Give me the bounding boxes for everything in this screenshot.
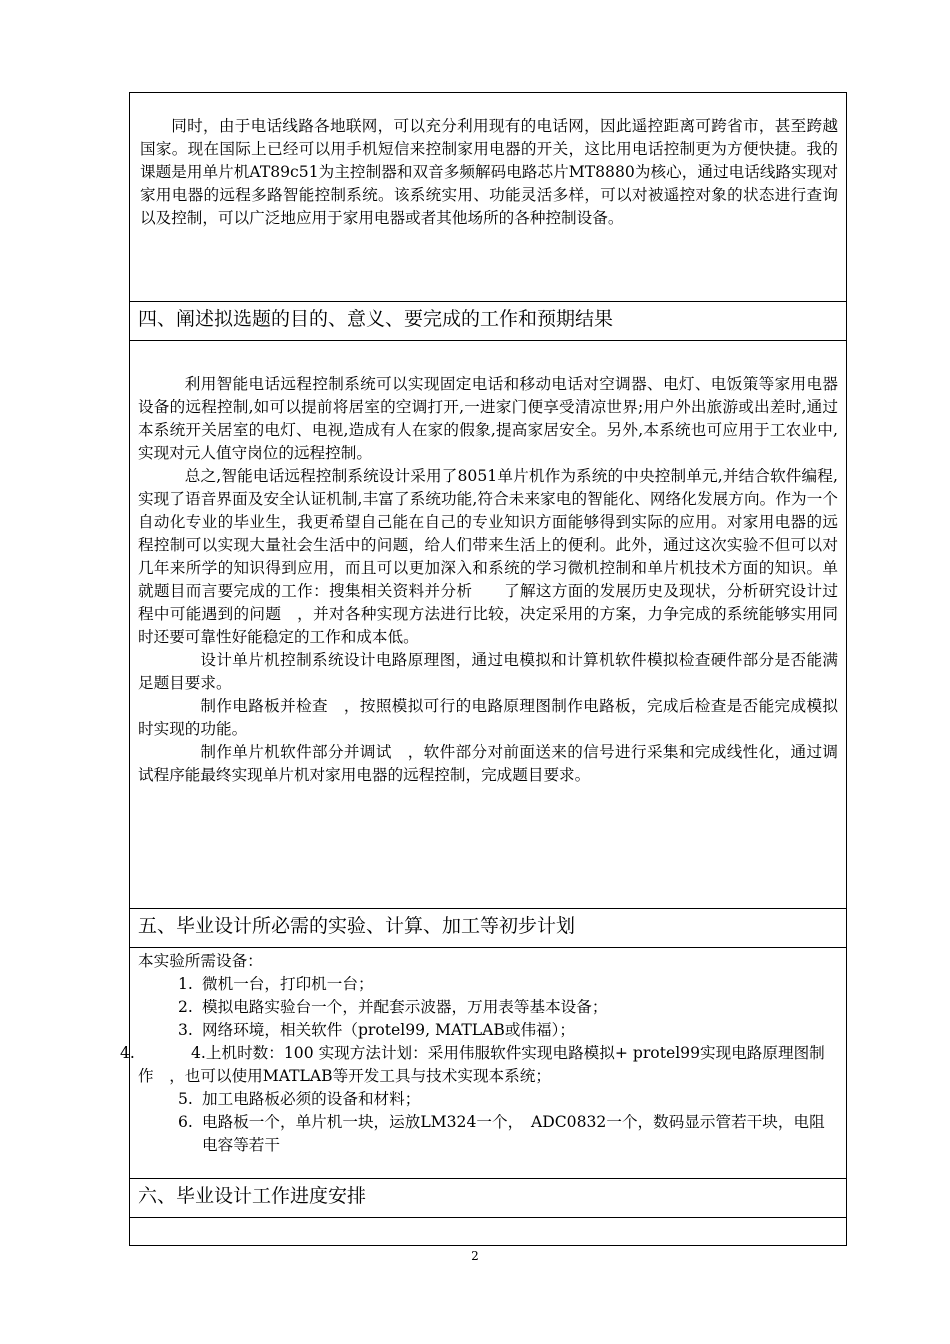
list-number: 3. [178,1021,193,1039]
section5-heading: 五、毕业设计所必需的实验、计算、加工等初步计划 [138,915,576,937]
list-item [138,973,838,996]
section4-paragraph-1: 利用智能电话远程控制系统可以实现固定电话和移动电话对空调器、电灯、电饭策等家用电器设备的远程控制,如可以提前将居室的空调打开,一进家门便享受清凉世界;用户外出旅游或出差时,通过本系统开关居室的电灯、电视,造成有人在家的假象,提高家居安全。另外,本系统也可应用于工农业中,实现对元人值守岗位的远程控制。 [138,375,838,462]
list-text: 微机一台，打印机一台； [202,975,374,993]
list-text: 模拟电路实验台一个，并配套示波器，万用表等基本设备； [202,998,608,1016]
page-number: 2 [471,1249,479,1263]
section4-paragraph-2: 总之,智能电话远程控制系统设计采用了8051单片机作为系统的中央控制单元,并结合软件编程,实现了语音界面及安全认证机制,丰富了系统功能,符合未来家电的智能化、网络化发展方向。作为一个自动化专业的毕业生，我更希望自己能在自己的专业知识方面能够得到实际的应用。对家用电器的远程控制可以实现大量社会生活中的问题，给人们带来生活上的便利。此外，通过这次实验不但可以对几年来所学的知识得到应用，而且可以更加深入和系统的学习微机控制和单片机技术方面的知识。单就题目而言要完成的工作：搜集相关资料并分析 了解这方面的发展历史及现状，分析研究设计过程中可能遇到的问题 ，并对各种实现方法进行比较，决定采用的方案，力争完成的系统能够实用同时还要可靠性好能稳定的工作和成本低。 [138,467,838,646]
row-divider [130,1178,846,1179]
section6-heading: 六、毕业设计工作进度安排 [138,1185,367,1207]
section4-paragraph-3: 设计单片机控制系统设计电路原理图，通过电模拟和计算机软件模拟检查硬件部分是否能满足题目要求。 [138,651,838,692]
section5-intro: 本实验所需设备： [138,952,263,970]
list-item [138,1088,838,1111]
list-text: 加工电路板必须的设备和材料； [202,1090,421,1108]
list-item-4 [120,1042,838,1088]
list-number: 1. [178,975,193,993]
row-divider [130,947,846,948]
section3-cell [130,115,846,230]
stray-list-number: 4. [120,1044,135,1062]
section5-cell [120,950,846,1157]
form-table [120,92,847,1246]
list-item [138,1111,838,1157]
section3-paragraph: 同时，由于电话线路各地联网，可以充分利用现有的电话网，因此遥控距离可跨省市，甚至跨越国家。现在国际上已经可以用手机短信来控制家用电器的开关，这比用电话控制更为方便快捷。我的课题是用单片机AT89c51为主控制器和双音多频解码电路芯片MT8880为核心，通过电话线路实现对家用电器的远程多路智能控制系统。该系统实用、功能灵活多样，可以对被遥控对象的状态进行查询以及控制，可以广泛地应用于家用电器或者其他场所的各种控制设备。 [140,117,838,227]
row-divider [130,301,846,302]
list-number: 2. [178,998,193,1016]
section4-paragraph-5: 制作单片机软件部分并调试 ，软件部分对前面送来的信号进行采集和完成线性化，通过调试程序能最终实现单片机对家用电器的远程控制，完成题目要求。 [138,743,838,784]
section4-heading: 四、阐述拟选题的目的、意义、要完成的工作和预期结果 [138,308,614,330]
section4-cell [130,373,846,787]
list-item [138,1019,838,1042]
list-number: 5. [178,1090,193,1108]
list-text: 网络环境，相关软件（protel99, MATLAB或伟福）； [202,1021,576,1039]
row-divider [130,908,846,909]
row-divider [130,1217,846,1218]
list-item [138,996,838,1019]
list-number: 6. [178,1113,193,1131]
list-text: 电路板一个，单片机一块，运放LM324一个， ADC0832一个，数码显示管若干块，电阻电容等若干 [202,1113,825,1154]
list-text: 4.上机时数：100 实现方法计划：采用伟服软件实现电路模拟+ protel99实现电路原理图制作 ，也可以使用MATLAB等开发工具与技术实现本系统； [138,1044,825,1085]
row-divider [130,340,846,341]
section4-paragraph-4: 制作电路板并检查 ，按照模拟可行的电路原理图制作电路板，完成后检查是否能完成模拟时实现的功能。 [138,697,838,738]
